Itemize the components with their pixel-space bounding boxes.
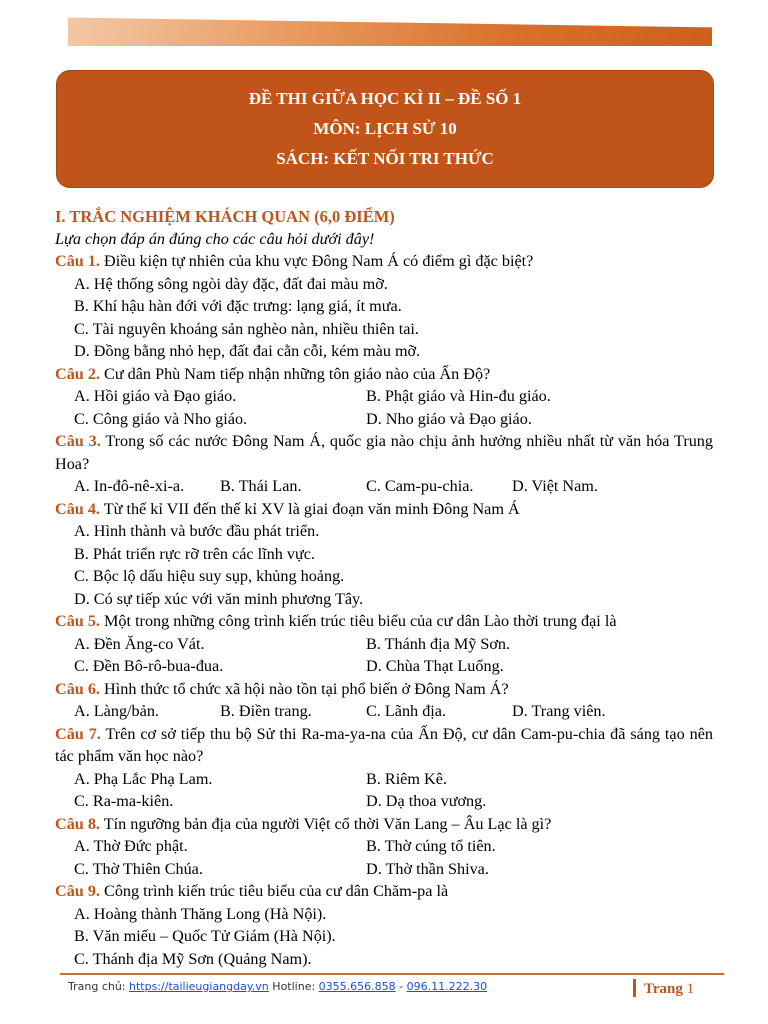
answer-option: B. Thánh địa Mỹ Sơn.: [366, 634, 511, 653]
answer-option: A. Đền Ăng-co Vát.: [74, 634, 205, 653]
footer-hotline-label: Hotline:: [272, 980, 316, 993]
answer-option: A. Hoàng thành Thăng Long (Hà Nội).: [74, 904, 327, 923]
question-2: [55, 363, 713, 431]
question-text: Hình thức tổ chức xã hội nào tồn tại phổ biến ở Đông Nam Á?: [104, 679, 509, 698]
question-6: [55, 678, 713, 723]
question-text: Tín ngưỡng bản địa của người Việt cổ thời Văn Lang – Âu Lạc là gì?: [103, 814, 552, 833]
hotline-phone-1-link[interactable]: 0355.656.858: [318, 980, 396, 993]
question-label: Câu 2.: [55, 364, 100, 383]
answer-option: C. Lãnh địa.: [366, 702, 447, 720]
question-1: [55, 250, 713, 363]
question-text: Công trình kiến trúc tiêu biểu của cư dân Chăm-pa là: [104, 882, 449, 900]
answer-option: D. Việt Nam.: [512, 477, 598, 495]
exam-content: [55, 205, 713, 970]
answer-option: C. Thánh địa Mỹ Sơn (Quảng Nam).: [74, 949, 312, 968]
page-number-box: [633, 979, 694, 997]
question-8: [55, 813, 713, 881]
footer-divider: [60, 973, 724, 975]
answer-option: C. Công giáo và Nho giáo.: [74, 409, 248, 428]
answer-option: C. Ra-ma-kiên.: [74, 792, 174, 810]
question-text: Cư dân Phù Nam tiếp nhận những tôn giáo nào của Ấn Độ?: [104, 364, 491, 383]
answer-option: A. Làng/bản.: [74, 702, 159, 720]
exam-title-box: [56, 70, 714, 188]
answer-option: C. Đền Bô-rô-bua-đua.: [74, 657, 224, 675]
answer-option: D. Chùa Thạt Luổng.: [366, 657, 504, 675]
question-9: [55, 880, 713, 970]
footer: [68, 980, 487, 993]
answer-option: D. Thờ thần Shiva.: [366, 859, 489, 878]
question-4: [55, 498, 713, 611]
answer-option: C. Tài nguyên khoáng sản nghèo nàn, nhiều thiên tai.: [74, 319, 419, 338]
answer-option: B. Thờ cúng tổ tiên.: [366, 837, 496, 855]
exam-subject: MÔN: LỊCH SỬ 10: [313, 119, 457, 138]
question-label: Câu 5.: [55, 612, 100, 630]
answer-option: D. Dạ thoa vương.: [366, 792, 487, 810]
question-3: [55, 430, 713, 498]
question-text: Trong số các nước Đông Nam Á, quốc gia nào chịu ảnh hưởng nhiều nhất từ văn hóa Trung Hoa?: [55, 432, 713, 473]
answer-option: C. Thờ Thiên Chúa.: [74, 859, 203, 878]
section-title: I. TRẮC NGHIỆM KHÁCH QUAN (6,0 ĐIỂM): [55, 207, 395, 226]
section-instruction: Lựa chọn đáp án đúng cho các câu hỏi dưới đây!: [55, 230, 375, 248]
question-label: Câu 6.: [55, 679, 100, 698]
answer-option: D. Có sự tiếp xúc với văn minh phương Tây.: [74, 589, 364, 608]
question-text: Trên cơ sở tiếp thu bộ Sử thi Ra-ma-ya-na của Ấn Độ, cư dân Cam-pu-chia đã sáng tạo nên tác phẩm văn học nào?: [55, 724, 713, 765]
question-label: Câu 1.: [55, 252, 100, 270]
answer-option: A. Hệ thống sông ngòi dày đặc, đất đai màu mỡ.: [74, 274, 388, 293]
question-label: Câu 3.: [55, 432, 101, 450]
answer-option: A. Hồi giáo và Đạo giáo.: [74, 387, 237, 405]
question-label: Câu 7.: [55, 724, 101, 743]
answer-option: A. Phạ Lắc Phạ Lam.: [74, 769, 213, 788]
question-text: Một trong những công trình kiến trúc tiêu biểu của cư dân Lào thời trung đại là: [104, 612, 617, 630]
answer-option: C. Cam-pu-chia.: [366, 477, 474, 495]
question-text: Điều kiện tự nhiên của khu vực Đông Nam Á có điểm gì đặc biệt?: [104, 252, 534, 270]
question-label: Câu 8.: [55, 814, 100, 833]
answer-option: B. Phát triển rực rỡ trên các lĩnh vực.: [74, 544, 315, 563]
exam-textbook: SÁCH: KẾT NỐI TRI THỨC: [276, 149, 494, 168]
answer-option: B. Khí hậu hàn đới với đặc trưng: lạng giá, ít mưa.: [74, 297, 402, 315]
answer-option: D. Đồng bằng nhỏ hẹp, đất đai cằn cỗi, kém màu mỡ.: [74, 342, 421, 360]
homepage-link[interactable]: https://tailieugiangday.vn: [129, 980, 269, 993]
answer-option: D. Trang viên.: [512, 702, 606, 720]
question-label: Câu 9.: [55, 882, 100, 900]
exam-title: ĐỀ THI GIỮA HỌC KÌ II – ĐỀ SỐ 1: [248, 89, 522, 108]
question-7: [55, 723, 713, 813]
answer-option: A. Thờ Đức phật.: [74, 837, 188, 855]
answer-option: B. Văn miếu – Quốc Tử Giám (Hà Nội).: [74, 927, 336, 945]
footer-separator: -: [399, 980, 404, 993]
question-5: [55, 610, 713, 678]
answer-option: A. Hình thành và bước đầu phát triển.: [74, 522, 320, 540]
answer-option: A. In-đô-nê-xi-a.: [74, 477, 185, 495]
question-label: Câu 4.: [55, 499, 100, 518]
answer-option: B. Điền trang.: [220, 702, 312, 720]
answer-option: C. Bộc lộ dấu hiệu suy sụp, khủng hoảng.: [74, 567, 345, 585]
answer-option: D. Nho giáo và Đạo giáo.: [366, 409, 532, 428]
question-text: Từ thế kỉ VII đến thế kỉ XV là giai đoạn văn minh Đông Nam Á: [103, 499, 520, 518]
answer-option: B. Thái Lan.: [220, 477, 302, 495]
answer-option: B. Riêm Kê.: [366, 769, 447, 788]
page-label: Trang: [644, 981, 683, 997]
hotline-phone-2-link[interactable]: 096.11.222.30: [406, 980, 488, 993]
page-number: 1: [686, 981, 695, 997]
top-decorative-band: [68, 16, 712, 46]
answer-option: B. Phật giáo và Hin-đu giáo.: [366, 387, 551, 405]
footer-home-label: Trang chủ:: [68, 980, 126, 993]
